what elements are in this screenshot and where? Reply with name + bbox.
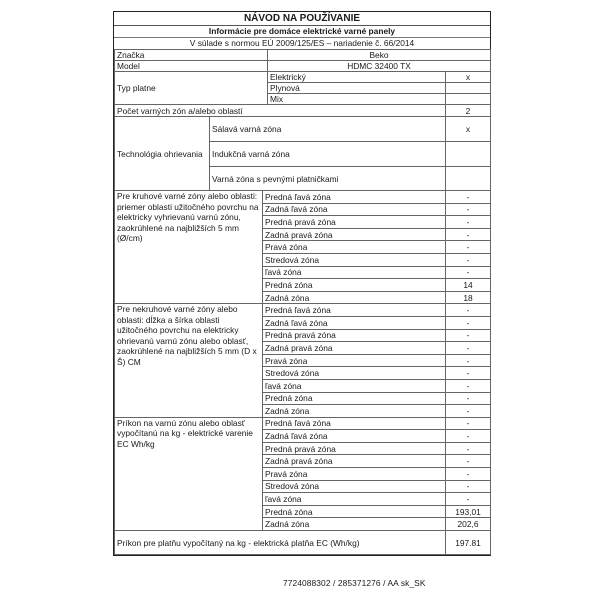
zone-value: 202,6 xyxy=(446,518,491,531)
zone-value: - xyxy=(446,203,491,216)
energy-info-sheet xyxy=(113,11,491,556)
zone-value: - xyxy=(446,379,491,392)
heating-tech-mark: x xyxy=(446,117,491,142)
zone-name: Zadná zóna xyxy=(263,291,446,304)
zone-name: Zadná pravá zóna xyxy=(263,455,446,468)
plate-type-mark xyxy=(446,94,491,105)
zone-value: - xyxy=(446,405,491,418)
heating-tech-row xyxy=(115,117,491,142)
consumption-label: Príkon na varnú zónu alebo oblasť vypočítanú na kg - elektrické varenie EC Wh/kg xyxy=(115,417,263,530)
zone-name: Predná ľavá zóna xyxy=(263,417,446,430)
plate-type-row xyxy=(115,72,491,83)
zone-value: - xyxy=(446,442,491,455)
heating-tech-option: Varná zóna s pevnými platničkami xyxy=(210,167,446,191)
zone-name: ľavá zóna xyxy=(263,379,446,392)
zone-name: Zadná ľavá zóna xyxy=(263,430,446,443)
zone-name: Zadná pravá zóna xyxy=(263,228,446,241)
brand-label: Značka xyxy=(115,50,268,61)
model-value: HDMC 32400 TX xyxy=(268,61,491,72)
zone-name: Zadná ľavá zóna xyxy=(263,203,446,216)
brand-value: Beko xyxy=(268,50,491,61)
heating-tech-mark xyxy=(446,167,491,191)
zone-name: ľavá zóna xyxy=(263,493,446,506)
heating-tech-table xyxy=(114,116,491,191)
product-table xyxy=(114,49,491,117)
zone-value: - xyxy=(446,241,491,254)
zone-value: - xyxy=(446,266,491,279)
zone-value: - xyxy=(446,468,491,481)
model-row xyxy=(115,61,491,72)
zone-value: - xyxy=(446,417,491,430)
zone-value: 18 xyxy=(446,291,491,304)
model-label: Model xyxy=(115,61,268,72)
plate-type-option: Elektrický xyxy=(268,72,446,83)
heating-tech-option: Sálavá varná zóna xyxy=(210,117,446,142)
zone-name: Predná ľavá zóna xyxy=(263,191,446,204)
zone-value: - xyxy=(446,392,491,405)
noncircular-label: Pre nekruhové varné zóny alebo oblasti: dĺžka a šírka oblasti užitočného povrchu na elektricky ohrievanú varnú zónu alebo oblasť, zaokrúhlené na najbližších 5 mm (D x Š) CM xyxy=(115,304,263,417)
zone-value: - xyxy=(446,228,491,241)
zone-value: - xyxy=(446,430,491,443)
zone-value: 193,01 xyxy=(446,505,491,518)
zone-name: Pravá zóna xyxy=(263,468,446,481)
zone-value: - xyxy=(446,329,491,342)
zone-value: - xyxy=(446,342,491,355)
plate-type-mark: x xyxy=(446,72,491,83)
plate-type-label: Typ platne xyxy=(115,72,268,105)
total-label: Príkon pre platňu vypočítaný na kg - elektrická platňa EC (Wh/kg) xyxy=(115,531,446,555)
zone-name: Zadná zóna xyxy=(263,518,446,531)
consumption-zone-row xyxy=(115,417,491,430)
zone-value: - xyxy=(446,191,491,204)
zone-name: Predná pravá zóna xyxy=(263,442,446,455)
zone-name: Predná zóna xyxy=(263,505,446,518)
zone-value: - xyxy=(446,455,491,468)
zone-name: Predná pravá zóna xyxy=(263,329,446,342)
zone-name: Pravá zóna xyxy=(263,241,446,254)
zone-name: Stredová zóna xyxy=(263,480,446,493)
document-code: 7724088302 / 285371276 / AA sk_SK xyxy=(283,578,426,588)
plate-type-option: Plynová xyxy=(268,83,446,94)
zones-count-row xyxy=(115,105,491,117)
zone-name: Predná zóna xyxy=(263,392,446,405)
zone-value: - xyxy=(446,367,491,380)
total-value: 197.81 xyxy=(446,531,491,555)
circular-label: Pre kruhové varné zóny alebo oblasti: priemer oblasti užitočného povrchu na elektricky vyhrievanú varnú zónu, zaokrúhlené na najbližších 5 mm (Ø/cm) xyxy=(115,191,263,304)
heating-tech-mark xyxy=(446,142,491,167)
zone-name: Zadná pravá zóna xyxy=(263,342,446,355)
heating-tech-label: Technológia ohrievania xyxy=(115,117,210,191)
total-row xyxy=(115,531,491,555)
plate-type-option: Mix xyxy=(268,94,446,105)
page-title: NÁVOD NA POUŽÍVANIE xyxy=(114,12,490,26)
plate-type-mark xyxy=(446,83,491,94)
zone-value: - xyxy=(446,216,491,229)
zone-name: Stredová zóna xyxy=(263,367,446,380)
zones-count-label: Počet varných zón a/alebo oblastí xyxy=(115,105,446,117)
zone-value: - xyxy=(446,493,491,506)
heating-tech-option: Indukčná varná zóna xyxy=(210,142,446,167)
zones-table xyxy=(114,190,491,555)
norm-text: V súlade s normou EÚ 2009/125/ES – nariadenie č. 66/2014 xyxy=(189,38,415,48)
zone-name: Zadná ľavá zóna xyxy=(263,316,446,329)
zone-name: Predná ľavá zóna xyxy=(263,304,446,317)
zone-value: 14 xyxy=(446,279,491,292)
zone-name: Pravá zóna xyxy=(263,354,446,367)
zone-name: Zadná zóna xyxy=(263,405,446,418)
noncircular-zone-row xyxy=(115,304,491,317)
zone-value: - xyxy=(446,354,491,367)
brand-row xyxy=(115,50,491,61)
zone-name: Predná pravá zóna xyxy=(263,216,446,229)
zone-name: ľavá zóna xyxy=(263,266,446,279)
zone-name: Stredová zóna xyxy=(263,253,446,266)
zone-value: - xyxy=(446,480,491,493)
zone-value: - xyxy=(446,253,491,266)
zone-name: Predná zóna xyxy=(263,279,446,292)
subtitle: Informácie pre domáce elektrické varné panely xyxy=(114,26,490,38)
zone-value: - xyxy=(446,316,491,329)
zones-count-value: 2 xyxy=(446,105,491,117)
circular-zone-row xyxy=(115,191,491,204)
zone-value: - xyxy=(446,304,491,317)
